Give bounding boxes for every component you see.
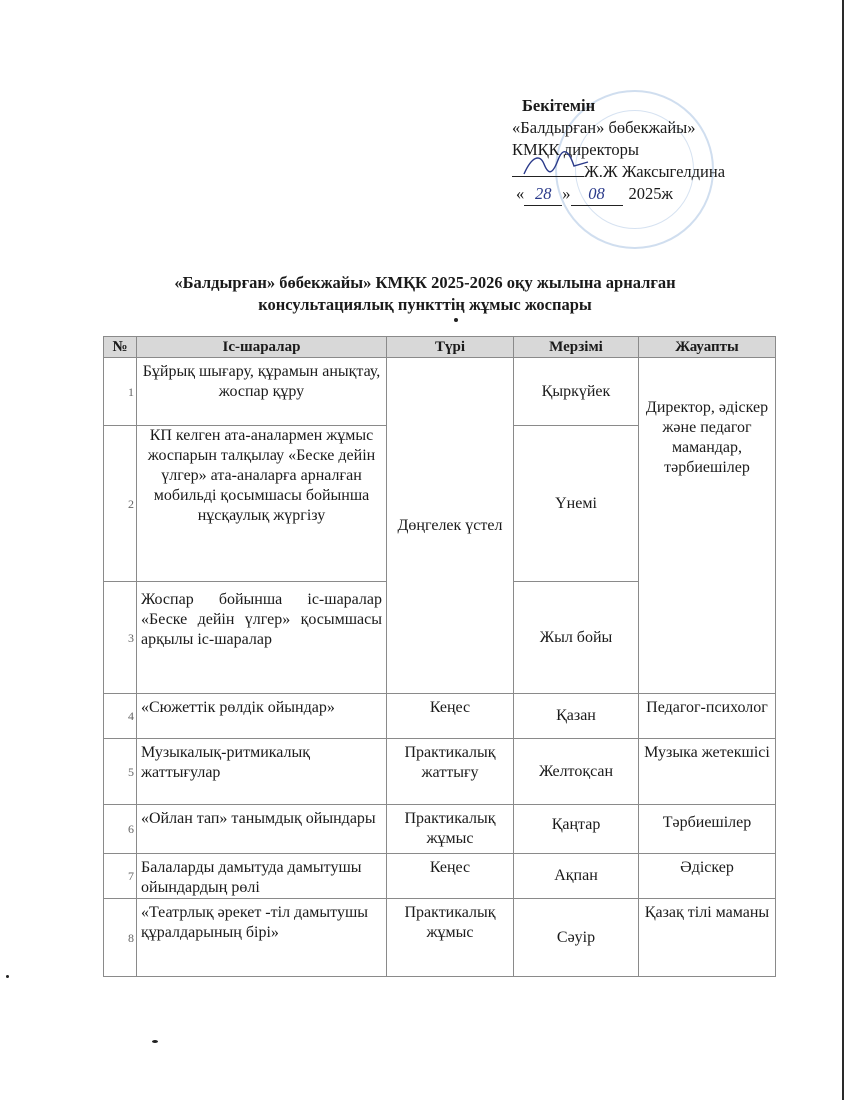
row-responsible: Музыка жетекшісі [639, 739, 776, 805]
approval-position: КМҚК директоры [512, 140, 639, 159]
plan-table [103, 336, 776, 977]
row-event: «Ойлан тап» танымдық ойындары [137, 805, 387, 854]
row-type: Дөңгелек үстел [387, 358, 514, 694]
row-responsible: Тәрбиешілер [639, 805, 776, 854]
approval-title: Бекітемін [522, 96, 596, 115]
page-edge [842, 0, 844, 1100]
table-row [104, 805, 776, 854]
date-month: 08 [571, 183, 623, 206]
row-type: Кеңес [387, 854, 514, 899]
row-date: Желтоқсан [514, 739, 639, 805]
row-event: «Сюжеттік рөлдік ойындар» [137, 694, 387, 739]
row-number: 4 [104, 694, 137, 739]
row-number: 5 [104, 739, 137, 805]
row-responsible: Педагог-психолог [639, 694, 776, 739]
table-row [104, 694, 776, 739]
row-date: Қыркүйек [514, 358, 639, 426]
signature-image [518, 150, 608, 180]
row-number: 7 [104, 854, 137, 899]
table-row [104, 899, 776, 977]
table-row [104, 854, 776, 899]
date-day: 28 [524, 183, 562, 206]
title-line-2: консультациялық пункттің жұмыс жоспары [258, 295, 592, 314]
header-event: Іс-шаралар [137, 337, 387, 358]
row-event: Музыкалық-ритмикалық жаттығулар [137, 739, 387, 805]
row-date: Үнемі [514, 426, 639, 582]
mark-dot [454, 318, 458, 322]
row-event: «Театрлық әрекет -тіл дамытушы құралдарының бірі» [137, 899, 387, 977]
row-type: Кеңес [387, 694, 514, 739]
header-date: Мерзімі [514, 337, 639, 358]
header-type: Түрі [387, 337, 514, 358]
row-number: 1 [104, 358, 137, 426]
header-num: № [104, 337, 137, 358]
row-responsible: Директор, әдіскер және педагог мамандар, тәрбиешілер [639, 358, 776, 694]
row-event: КП келген ата-аналармен жұмыс жоспарын талқылау «Беске дейін үлгер» ата-аналарға арналған мобильді қосымшасы бойынша нұсқаулық жүргізу [137, 426, 387, 582]
row-event: Жоспар бойынша іс-шаралар «Беске дейін үлгер» қосымшасы арқылы іс-шаралар [137, 582, 387, 694]
header-responsible: Жауапты [639, 337, 776, 358]
table-row [104, 739, 776, 805]
row-date: Сәуір [514, 899, 639, 977]
date-quote-close: » [562, 184, 571, 203]
title-line-1: «Балдырған» бөбекжайы» КМҚК 2025-2026 оқу жылына арналған [174, 273, 676, 292]
date-quote-open: « [516, 184, 525, 203]
row-type: Практикалық жаттығу [387, 739, 514, 805]
row-date: Ақпан [514, 854, 639, 899]
approval-date [512, 183, 725, 206]
row-responsible: Әдіскер [639, 854, 776, 899]
table-header-row [104, 337, 776, 358]
approval-org: «Балдырған» бөбекжайы» [512, 118, 696, 137]
document-title [100, 272, 750, 316]
row-event: Балаларды дамытуда дамытушы ойындардың рөлі [137, 854, 387, 899]
row-number: 2 [104, 426, 137, 582]
row-date: Жыл бойы [514, 582, 639, 694]
mark-dot [152, 1040, 158, 1043]
row-date: Қазан [514, 694, 639, 739]
row-number: 8 [104, 899, 137, 977]
row-event: Бұйрық шығару, құрамын анықтау, жоспар құру [137, 358, 387, 426]
row-type: Практикалық жұмыс [387, 805, 514, 854]
director-name: Ж.Ж Жаксыгелдина [584, 162, 726, 181]
table-row [104, 358, 776, 426]
row-number: 6 [104, 805, 137, 854]
row-responsible: Қазақ тілі маманы [639, 899, 776, 977]
date-year: 2025ж [628, 184, 673, 203]
row-date: Қаңтар [514, 805, 639, 854]
row-number: 3 [104, 582, 137, 694]
mark-dot [6, 975, 9, 978]
row-type: Практикалық жұмыс [387, 899, 514, 977]
